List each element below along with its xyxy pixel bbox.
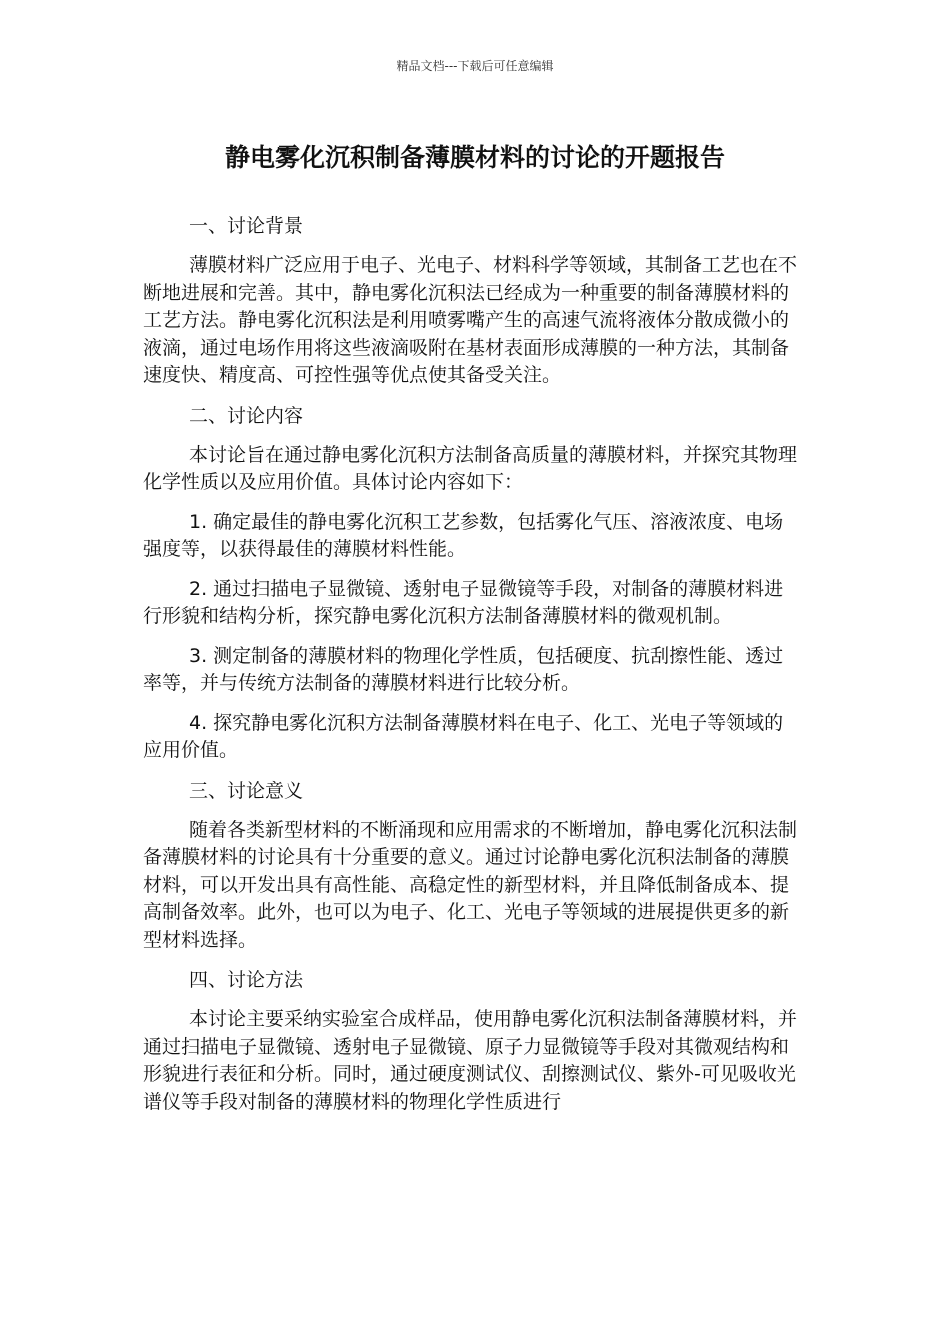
document-body xyxy=(143,212,798,1128)
document-title: 静电雾化沉积制备薄膜材料的讨论的开题报告 xyxy=(224,143,725,172)
content-item-2: 2. 通过扫描电子显微镜、透射电子显微镜等手段，对制备的薄膜材料进行形貌和结构分析，探究静电雾化沉积方法制备薄膜材料的微观机制。 xyxy=(143,577,784,627)
method-paragraph: 本讨论主要采纳实验室合成样品，使用静电雾化沉积法制备薄膜材料，并通过扫描电子显微镜、透射电子显微镜、原子力显微镜等手段对其微观结构和形貌进行表征和分析。同时，通过硬度测试仪、刮擦测试仪、紫外-可见吸收光谱仪等手段对制备的薄膜材料的物理化学性质进行 xyxy=(143,1008,798,1113)
content-intro-paragraph: 本讨论旨在通过静电雾化沉积方法制备高质量的薄膜材料，并探究其物理化学性质以及应用价值。具体讨论内容如下： xyxy=(143,443,798,493)
section-heading-background: 一、讨论背景 xyxy=(189,215,304,237)
content-item-3: 3. 测定制备的薄膜材料的物理化学性质，包括硬度、抗刮擦性能、透过率等，并与传统方法制备的薄膜材料进行比较分析。 xyxy=(143,644,784,694)
section-heading-content: 二、讨论内容 xyxy=(189,404,304,427)
page-header: 精品文档---下载后可任意编辑 xyxy=(396,59,554,73)
content-item-4: 4. 探究静电雾化沉积方法制备薄膜材料在电子、化工、光电子等领域的应用价值。 xyxy=(143,711,784,761)
section-heading-method: 四、讨论方法 xyxy=(189,969,304,991)
section-heading-significance: 三、讨论意义 xyxy=(189,779,304,802)
significance-paragraph: 随着各类新型材料的不断涌现和应用需求的不断增加，静电雾化沉积法制备薄膜材料的讨论具有十分重要的意义。通过讨论静电雾化沉积法制备的薄膜材料，可以开发出具有高性能、高稳定性的新型材料，并且降低制备成本、提高制备效率。此外，也可以为电子、化工、光电子等领域的进展提供更多的新型材料选择。 xyxy=(143,818,798,951)
background-paragraph: 薄膜材料广泛应用于电子、光电子、材料科学等领域，其制备工艺也在不断地进展和完善。其中，静电雾化沉积法已经成为一种重要的制备薄膜材料的工艺方法。静电雾化沉积法是利用喷雾嘴产生的高速气流将液体分散成微小的液滴，通过电场作用将这些液滴吸附在基材表面形成薄膜的一种方法，其制备速度快、精度高、可控性强等优点使其备受关注。 xyxy=(143,254,798,386)
content-item-1: 1. 确定最佳的静电雾化沉积工艺参数，包括雾化气压、溶液浓度、电场强度等，以获得最佳的薄膜材料性能。 xyxy=(143,510,784,560)
